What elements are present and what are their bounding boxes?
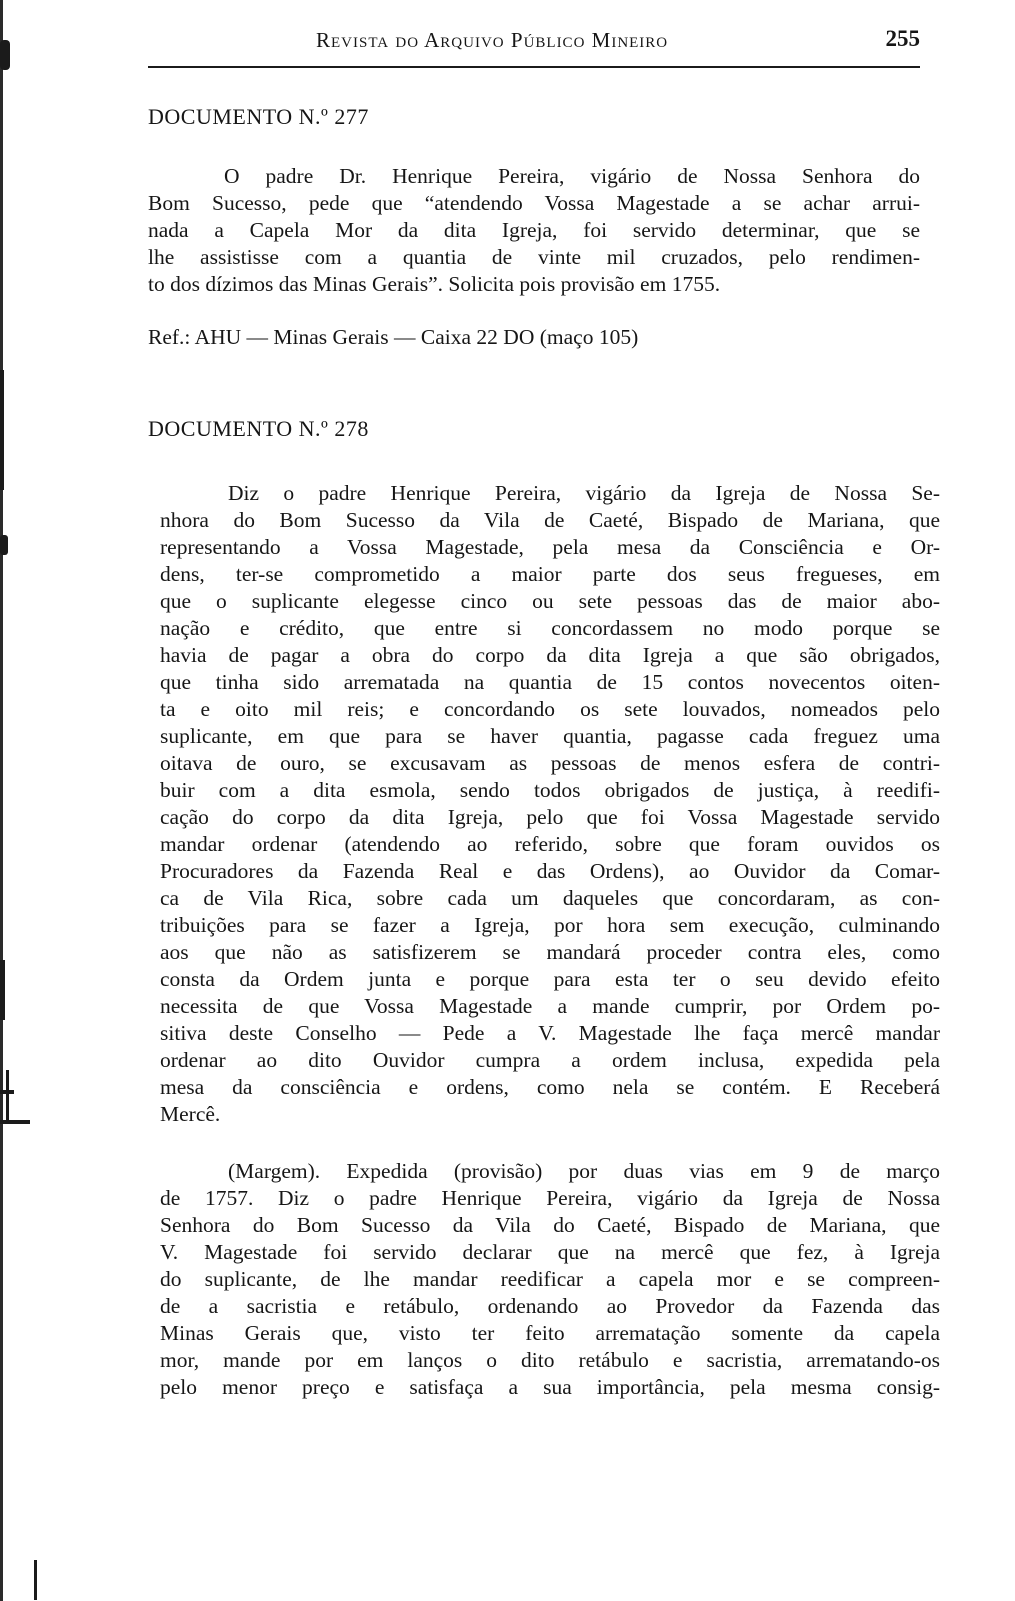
scan-edge-mark (0, 960, 5, 1020)
text-line: dens, ter-se comprometido a maior parte dos seus fregueses, em (160, 562, 940, 586)
text-line: Diz o padre Henrique Pereira, vigário da Igreja de Nossa Se- (228, 481, 940, 505)
margin-text-line: pelo menor preço e satisfaça a sua importância, pela mesma consig- (160, 1375, 940, 1399)
text-line: ordenar ao dito Ouvidor cumpra a ordem inclusa, expedida pela (160, 1048, 940, 1072)
text-line: mesa da consciência e ordens, como nela se contém. E Receberá (160, 1075, 940, 1099)
text-line: ta e oito mil reis; e concordando os sete louvados, nomeados pelo (160, 697, 940, 721)
margin-text-line: de a sacristia e retábulo, ordenando ao Provedor da Fazenda das (160, 1294, 940, 1318)
text-line: nhora do Bom Sucesso da Vila de Caeté, Bispado de Mariana, que (160, 508, 940, 532)
margin-text-line: de 1757. Diz o padre Henrique Pereira, vigário da Igreja de Nossa (160, 1186, 940, 1210)
text-line: havia de pagar a obra do corpo da dita Igreja a que são obrigados, (160, 643, 940, 667)
text-line: nação e crédito, que entre si concordassem no modo porque se (160, 616, 940, 640)
margin-text-line: do suplicante, de lhe mandar reedificar a capela mor e se compreen- (160, 1267, 940, 1291)
margin-text-line: Senhora do Bom Sucesso da Vila do Caeté, Bispado de Mariana, que (160, 1213, 940, 1237)
text-line: necessita de que Vossa Magestade a mande cumprir, por Ordem po- (160, 994, 940, 1018)
text-line: tribuições para se fazer a Igreja, por hora sem execução, culminando (160, 913, 940, 937)
text-line: lhe assistisse com a quantia de vinte mil cruzados, pelo rendimen- (148, 245, 920, 269)
text-line: aos que não as satisfizerem se mandará proceder contra eles, como (160, 940, 940, 964)
document-277-heading: DOCUMENTO N.º 277 (148, 104, 369, 129)
scan-edge-mark (0, 40, 10, 70)
text-line: buir com a dita esmola, sendo todos obrigados de justiça, à reedifi- (160, 778, 940, 802)
text-line: suplicante, em que para se haver quantia, pagasse cada freguez uma (160, 724, 940, 748)
journal-title: Revista do Arquivo Público Mineiro (316, 28, 669, 52)
reference-line: Ref.: AHU — Minas Gerais — Caixa 22 DO (maço 105) (148, 325, 639, 349)
text-line: oitava de ouro, se excusavam as pessoas de menos esfera de contri- (160, 751, 940, 775)
margin-text-line: Minas Gerais que, visto ter feito arrematação somente da capela (160, 1321, 940, 1345)
page-number: 255 (885, 26, 920, 51)
text-line: que o suplicante elegesse cinco ou sete pessoas das de maior abo- (160, 589, 940, 613)
text-line: Bom Sucesso, pede que “atendendo Vossa Magestade a se achar arrui- (148, 191, 920, 215)
text-line: Mercê. (160, 1102, 221, 1126)
text-line: cação do corpo da dita Igreja, pelo que foi Vossa Magestade servido (160, 805, 940, 829)
document-278-heading: DOCUMENTO N.º 278 (148, 416, 369, 441)
text-line: consta da Ordem junta e porque para esta ter o seu devido efeito (160, 967, 940, 991)
text-line: sitiva deste Conselho — Pede a V. Magestade lhe faça mercê mandar (160, 1021, 940, 1045)
scan-edge-mark (0, 370, 4, 490)
text-line: nada a Capela Mor da dita Igreja, foi servido determinar, que se (148, 218, 920, 242)
text-line: ca de Vila Rica, sobre cada um daqueles que concordaram, as con- (160, 886, 940, 910)
scan-edge-mark (0, 1120, 30, 1124)
scan-edge-line (0, 0, 3, 1601)
page-header (148, 24, 920, 64)
scan-edge-mark (0, 535, 8, 555)
margin-text-line: (Margem). Expedida (provisão) por duas vias em 9 de março (228, 1159, 940, 1183)
scan-edge-mark (34, 1560, 37, 1600)
header-rule (148, 66, 920, 68)
margin-text-line: mor, mande por em lanços o dito retábulo e sacristia, arrematando-os (160, 1348, 940, 1372)
text-line: representando a Vossa Magestade, pela mesa da Consciência e Or- (160, 535, 940, 559)
scan-edge-mark (6, 1070, 9, 1120)
text-line: que tinha sido arrematada na quantia de 15 contos novecentos oiten- (160, 670, 940, 694)
text-line: Procuradores da Fazenda Real e das Ordens), ao Ouvidor da Comar- (160, 859, 940, 883)
margin-text-line: V. Magestade foi servido declarar que na mercê que fez, à Igreja (160, 1240, 940, 1264)
text-line: to dos dízimos das Minas Gerais”. Solicita pois provisão em 1755. (148, 272, 721, 296)
text-line: mandar ordenar (atendendo ao referido, sobre que foram ouvidos os (160, 832, 940, 856)
text-line: O padre Dr. Henrique Pereira, vigário de Nossa Senhora do (224, 164, 920, 188)
